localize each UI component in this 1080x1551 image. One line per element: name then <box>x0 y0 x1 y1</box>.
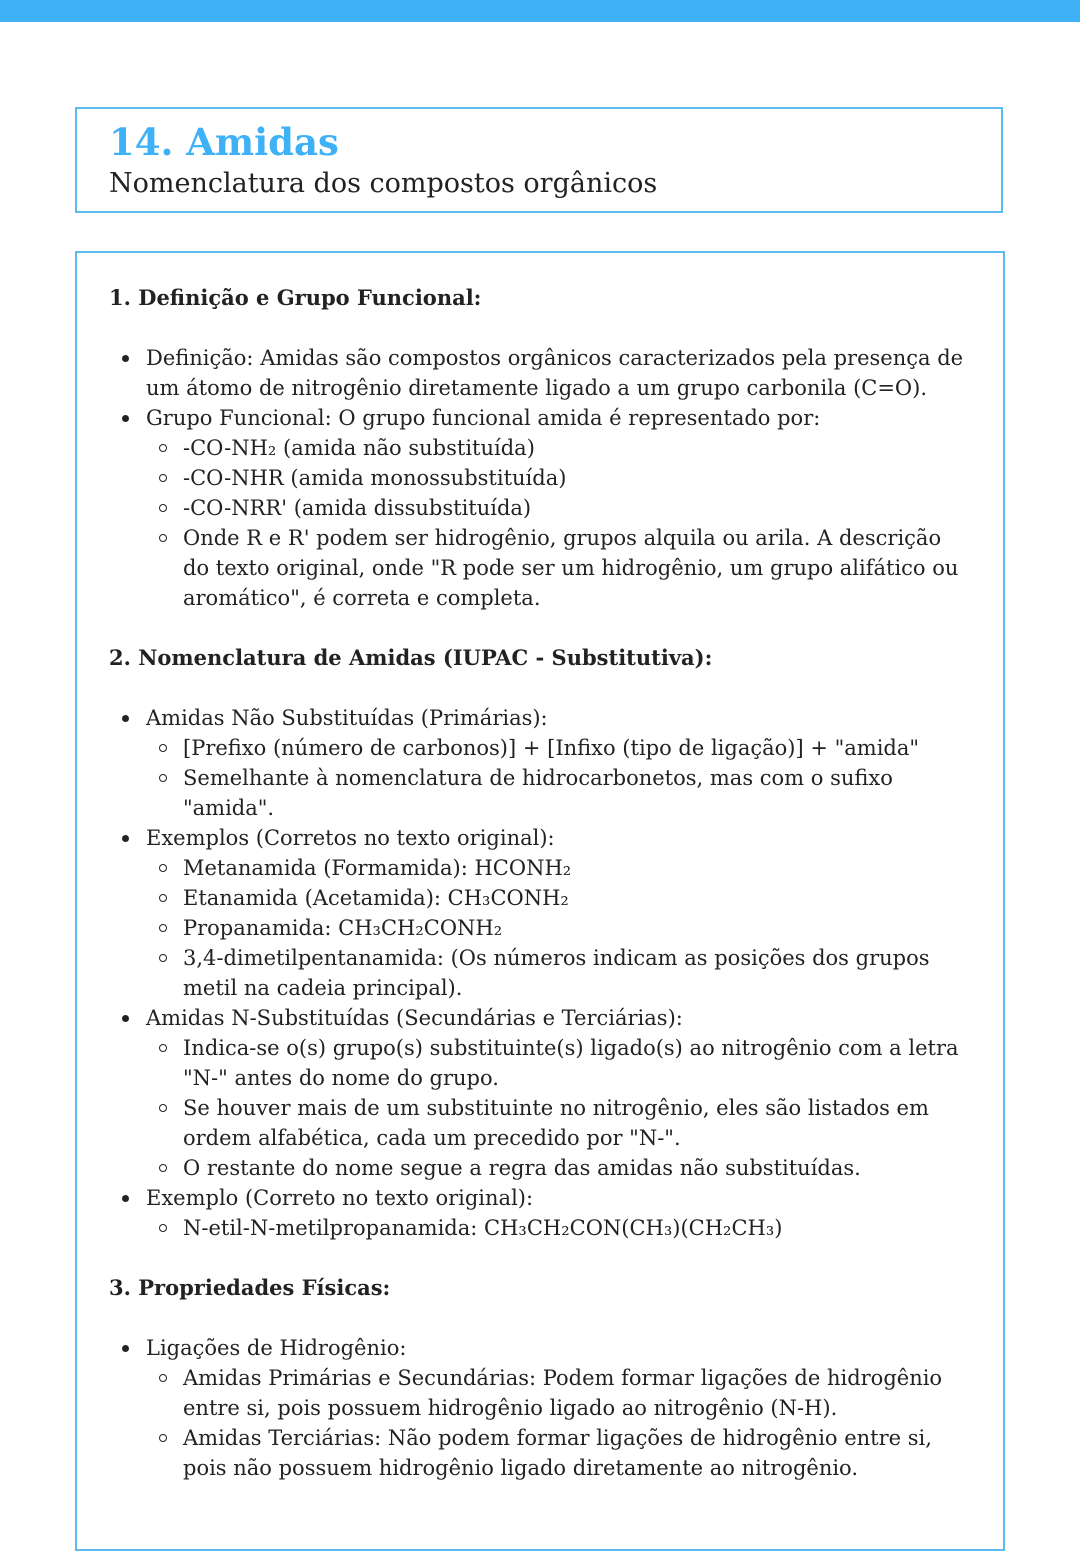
section-nomenclature <box>109 643 971 1243</box>
title-card <box>75 107 1003 213</box>
sub-list <box>146 1363 971 1483</box>
sub-list-item: Se houver mais de um substituinte no nitrogênio, eles são listados em ordem alfabética, cada um precedido por "N-". <box>146 1093 971 1153</box>
list-item: Amidas N-Substituídas (Secundárias e Terciárias): Indica-se o(s) grupo(s) substituinte(s) ligado(s) ao nitrogênio com a letra "N-" antes do nome do grupo. Se houver mais de um substituinte no nitrogênio, eles são listados em ordem alfabética, cada um precedido por "N-". O restante do nome segue a regra das amidas não substituídas. <box>109 1003 971 1183</box>
top-accent-bar <box>0 0 1080 22</box>
sub-list-item: Semelhante à nomenclatura de hidrocarbonetos, mas com o sufixo "amida". <box>146 763 971 823</box>
list-item: Ligações de Hidrogênio: Amidas Primárias e Secundárias: Podem formar ligações de hidrogênio entre si, pois possuem hidrogênio ligado ao nitrogênio (N-H). Amidas Terciárias: Não podem formar ligações de hidrogênio entre si, pois não possuem hidrogênio ligado diretamente ao nitrogênio. <box>109 1333 971 1483</box>
list-item: Amidas Não Substituídas (Primárias): [Prefixo (número de carbonos)] + [Infixo (tipo de ligação)] + "amida" Semelhante à nomenclatura de hidrocarbonetos, mas com o sufixo "amida". <box>109 703 971 823</box>
section-title: 3. Propriedades Físicas: <box>109 1275 391 1300</box>
list-item: Exemplo (Correto no texto original): N-etil-N-metilpropanamida: CH₃CH₂CON(CH₃)(CH₂CH₃) <box>109 1183 971 1243</box>
sub-list <box>146 853 971 1003</box>
sub-list <box>146 1213 971 1243</box>
sub-list-item: Onde R e R' podem ser hidrogênio, grupos alquila ou arila. A descrição do texto original, onde "R pode ser um hidrogênio, um grupo alifático ou aromático", é correta e completa. <box>146 523 971 613</box>
list-item: Grupo Funcional: O grupo funcional amida é representado por: -CO-NH₂ (amida não substituída) -CO-NHR (amida monossubstituída) -CO-NRR' (amida dissubstituída) Onde R e R' podem ser hidrogênio, grupos alquila ou arila. A descrição do texto original, onde "R pode ser um hidrogênio, um grupo alifático ou aromático", é correta e completa. <box>109 403 971 613</box>
bullet-list <box>109 1333 971 1483</box>
sub-list-item: Indica-se o(s) grupo(s) substituinte(s) ligado(s) ao nitrogênio com a letra "N-" antes do nome do grupo. <box>146 1033 971 1093</box>
bullet-list <box>109 343 971 613</box>
sub-list-item: -CO-NRR' (amida dissubstituída) <box>146 493 971 523</box>
sub-list-item: [Prefixo (número de carbonos)] + [Infixo (tipo de ligação)] + "amida" <box>146 733 971 763</box>
list-item: Definição: Amidas são compostos orgânicos caracterizados pela presença de um átomo de nitrogênio diretamente ligado a um grupo carbonila (C=O). <box>109 343 971 403</box>
section-physical-properties <box>109 1273 971 1483</box>
sub-list-item: -CO-NHR (amida monossubstituída) <box>146 463 971 493</box>
list-item: Exemplos (Corretos no texto original): Metanamida (Formamida): HCONH₂ Etanamida (Acetamida): CH₃CONH₂ Propanamida: CH₃CH₂CONH₂ 3,4-dimetilpentanamida: (Os números indicam as posições dos grupos metil na cadeia principal). <box>109 823 971 1003</box>
sub-list-item: O restante do nome segue a regra das amidas não substituídas. <box>146 1153 971 1183</box>
sub-list-item: Propanamida: CH₃CH₂CONH₂ <box>146 913 971 943</box>
content-card <box>75 251 1005 1551</box>
page-subtitle: Nomenclatura dos compostos orgânicos <box>109 168 658 199</box>
sub-list-item: Etanamida (Acetamida): CH₃CONH₂ <box>146 883 971 913</box>
sub-list <box>146 733 971 823</box>
page-title: 14. Amidas <box>109 120 339 164</box>
sub-list-item: N-etil-N-metilpropanamida: CH₃CH₂CON(CH₃)(CH₂CH₃) <box>146 1213 971 1243</box>
sub-list-item: 3,4-dimetilpentanamida: (Os números indicam as posições dos grupos metil na cadeia principal). <box>146 943 971 1003</box>
sub-list-item: Amidas Primárias e Secundárias: Podem formar ligações de hidrogênio entre si, pois possuem hidrogênio ligado ao nitrogênio (N-H). <box>146 1363 971 1423</box>
sub-list-item: Metanamida (Formamida): HCONH₂ <box>146 853 971 883</box>
sub-list-item: -CO-NH₂ (amida não substituída) <box>146 433 971 463</box>
sub-list <box>146 1033 971 1183</box>
sub-list-item: Amidas Terciárias: Não podem formar ligações de hidrogênio entre si, pois não possuem hidrogênio ligado diretamente ao nitrogênio. <box>146 1423 971 1483</box>
section-definition <box>109 283 971 613</box>
section-title: 1. Definição e Grupo Funcional: <box>109 285 482 310</box>
sub-list <box>146 433 971 613</box>
section-title: 2. Nomenclatura de Amidas (IUPAC - Substitutiva): <box>109 645 713 670</box>
bullet-list <box>109 703 971 1243</box>
